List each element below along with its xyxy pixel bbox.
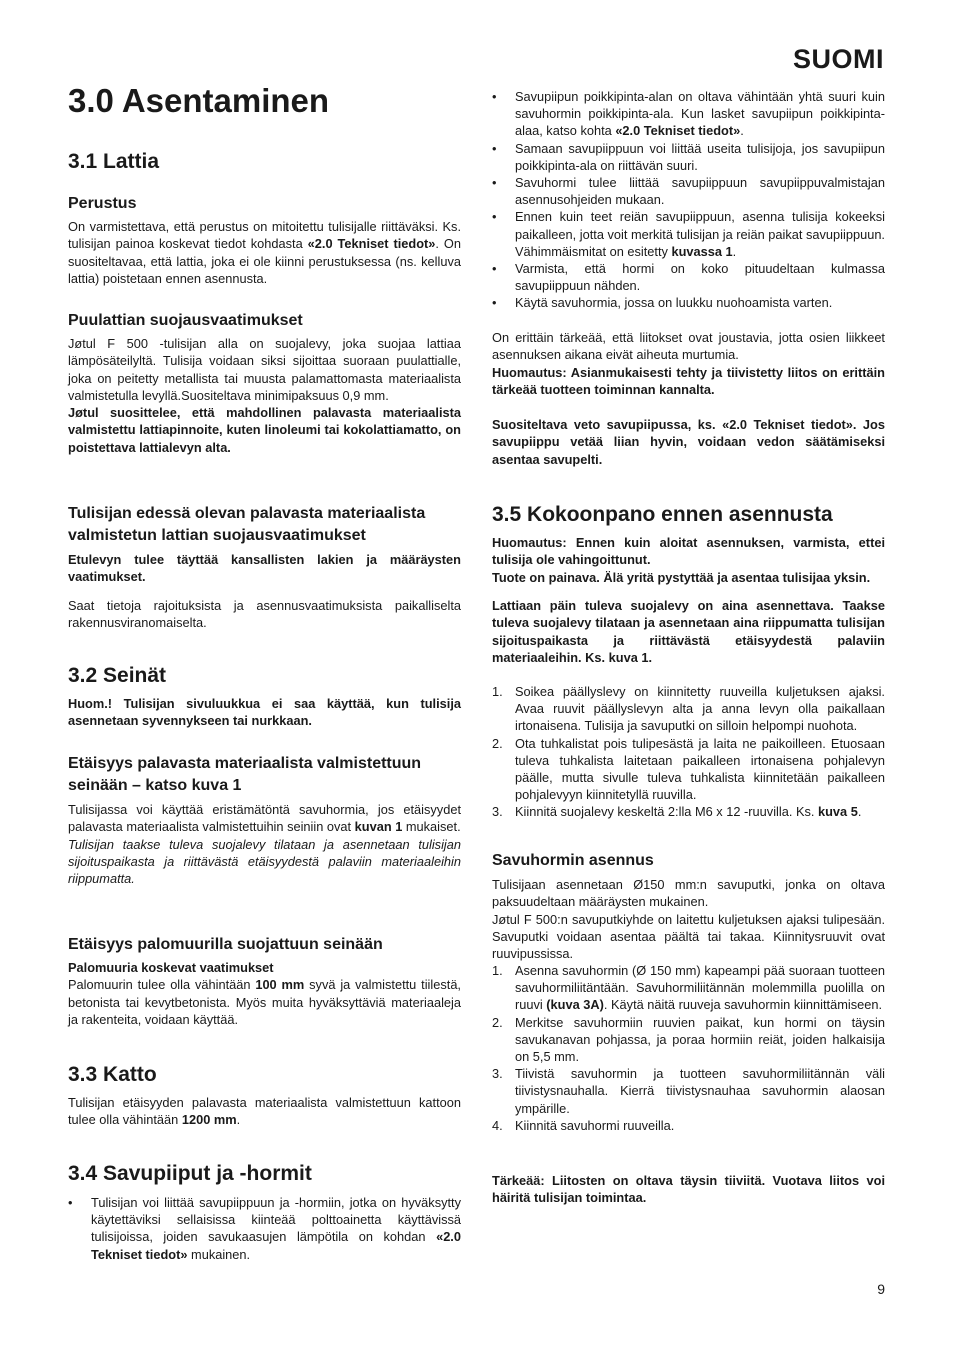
liitokset-text: On erittäin tärkeää, että liitokset ovat joustavia, jotta osien liikkeet asennuksen aikana eivät aiheuta murtumia. Huomautus: Asianmukaisesti tehty ja tiivistetty liitos on erittäin tärkeää tuotteen toiminnan kannalta. xyxy=(492,330,885,397)
viranomainen-text: Saat tietoja rajoituksista ja asennusvaatimuksista paikalliselta rakennusviranomaiselta. xyxy=(68,598,461,631)
section-3-5-title: 3.5 Kokoonpano ennen asennusta xyxy=(492,503,833,526)
page-number: 9 xyxy=(877,1281,885,1297)
language-label: SUOMI xyxy=(792,44,884,74)
list-item: 3. Kiinnitä suojalevy keskeltä 2:lla M6 x 12 -ruuvilla. Ks. kuva 5. xyxy=(492,804,862,820)
kokoonpano-note: Huomautus: Ennen kuin aloitat asennuksen, varmista, ettei tulisija ole vahingoittunut. Tuote on painava. Älä yritä pystyttää ja asentaa tulisijaa yksin. xyxy=(492,535,885,585)
list-item: • Savuhormi tulee liittää savupiippuun savupiippuvalmistajan asennusohjeiden mukaan. xyxy=(492,174,885,208)
list-item: • Varmista, että hormi on koko pituudeltaan kulmassa savupiippuun nähden. xyxy=(492,260,885,294)
list-item: • Savupiipun poikkipinta-alan on oltava vähintään yhtä suuri kuin savuhormin poikkipinta-ala. Kun lasket savupiipun poikkipinta-alaa, katso kohta «2.0 Tekniset tiedot». xyxy=(492,88,885,140)
list-item: • Tulisijan voi liittää savupiippuun ja -hormiin, jotka on hyväksytty käytettäviksi sellaisissa kiinteää polttoainetta käyttävissä tulisijoissa, joiden savukaasujen lämpötila on kohdan «2.0 Tekniset tiedot» mukainen. xyxy=(68,1194,461,1263)
list-item: 2. Merkitse savuhormiin ruuvien paikat, kun hormi on täysin savukanavan pohjassa, ja poraa hormiin reiät, joiden halkaisija on 5,5 mm. xyxy=(492,1014,885,1065)
list-item: • Käytä savuhormia, jossa on luukku nuohoamista varten. xyxy=(492,294,885,311)
savuhormi-steps xyxy=(492,962,885,1134)
section-3-2-title: 3.2 Seinät xyxy=(68,664,167,687)
list-item: 1. Asenna savuhormin (Ø 150 mm) kapeampi pää suoraan tuotteen savuhormiliitäntään. Savuhormiliitännän molemmilla puolilla on ruuvi (kuva 3A). Käytä näitä ruuveja savuhormin kiinnittämiseen. xyxy=(492,963,885,1013)
list-item: • Ennen kuin teet reiän savupiippuun, asenna tulisija kokeeksi paikalleen, jotta voit merkitä tulisijan ja reiän paikat savupiippuun. Vähimmäismitat on esitetty kuvassa 1. xyxy=(492,208,885,260)
list-item: • Samaan savupiippuun voi liittää useita tulisijoja, jos savupiipun poikkipinta-ala on riittävän suuri. xyxy=(492,140,885,174)
seinat-note: Huom.! Tulisijan sivuluukkua ei saa käyttää, kun tulisija asennetaan syvennykseen tai nurkkaan. xyxy=(68,696,461,729)
veto-text: Suositeltava veto savupiipussa, ks. «2.0 Tekniset tiedot». Jos savupiippu vetää liian hyvin, voidaan vedon säätämiseksi asentaa savupelti. xyxy=(492,417,885,467)
section-3-1-title: 3.1 Lattia xyxy=(68,150,160,173)
page-title: 3.0 Asentaminen xyxy=(68,82,330,119)
etulevy-requirement: Etulevyn tulee täyttää kansallisten lakien ja määräysten vaatimukset. xyxy=(68,552,461,585)
savuhormi-text: Tulisijaan asennetaan Ø150 mm:n savuputki, jonka on oltava paksuudeltaan määräysten mukainen. Jøtul F 500:n savuputkiyhde on laitettu kuljetuksen ajaksi tulipesään. Savuputki voidaan asentaa päältä tai takaa. Kiinnitysruuvit ovat ruuvipussissa. xyxy=(492,877,885,962)
list-item: 1. Soikea päällyslevy on kiinnitetty ruuveilla kuljetuksen ajaksi. Avaa ruuvit päällyslevyn alta ja anna levyn olla paikallaan irtonaisena. Tulisija ja savuputki on silloin helpompi nuohota. xyxy=(492,684,885,734)
section-3-3-title: 3.3 Katto xyxy=(68,1063,157,1086)
savupiiput-list-continued xyxy=(492,88,885,312)
perustus-text: On varmistettava, että perustus on mitoitettu tulisijalle riittäväksi. Ks. tulisijan painoa koskevat tiedot kohdasta «2.0 Tekniset tiedot». On suositeltavaa, että lattia, joka ei ole kiinni perustuksessa (ns. kelluva lattia) poistetaan ennen asennusta. xyxy=(68,219,461,286)
etaisyys-heading: Etäisyys palavasta materiaalista valmistettuun seinään – katso kuva 1 xyxy=(68,755,422,794)
palomuuri-text: Palomuuria koskevat vaatimukset Palomuurin tulee olla vähintään 100 mm syvä ja valmistettu tiilestä, betonista tai kevytbetonista. Myös muita hyväksyttäviä materiaaleja ja rakenteita, voidaan käyttää. xyxy=(68,960,461,1027)
kokoonpano-steps xyxy=(492,683,885,821)
list-item: 3. Tiivistä savuhormin ja tuotteen savuhormiliitännän väli tiivistysnauhalla. Kierrä tiivistysnauhaa savuhormin alaosan ympärille. xyxy=(492,1066,885,1116)
etaisyys-text: Tulisijassa voi käyttää eristämätöntä savuhormia, jos etäisyydet palavasta materiaalista valmistettuihin seiniin ovat kuvan 1 mukaiset. Tulisijan taakse tuleva suojalevy tilataan ja asennetaan tulisijan sijoituspaikasta ja riittävästä etäisyydestä palaviin materiaaleihin riippumatta. xyxy=(68,802,461,887)
tarkeaa-note: Tärkeää: Liitosten on oltava täysin tiiviitä. Vuotava liitos voi häiritä tulisijan toimintaa. xyxy=(492,1173,885,1206)
savuhormi-heading: Savuhormin asennus xyxy=(492,852,654,869)
palomuuri-heading: Etäisyys palomuurilla suojattuun seinään xyxy=(68,936,383,953)
katto-text: Tulisijan etäisyyden palavasta materiaalista valmistettuun kattoon tulee olla vähintään 1200 mm. xyxy=(68,1095,461,1128)
puulattia-heading: Puulattian suojausvaatimukset xyxy=(68,312,303,329)
savupiiput-list-start xyxy=(68,1194,461,1263)
edessa-heading: Tulisijan edessä olevan palavasta materiaalista valmistetun lattian suojausvaatimukset xyxy=(68,505,426,544)
suojalevy-note: Lattiaan päin tuleva suojalevy on aina asennettava. Taakse tuleva suojalevy tilataan ja asennetaan aina riippumatta tulisijan sijoituspaikasta ja riittävästä etäisyydestä palaviin materiaaleihin. Ks. kuva 1. xyxy=(492,598,885,665)
perustus-heading: Perustus xyxy=(68,195,137,212)
list-item: 2. Ota tuhkalistat pois tulipesästä ja laita ne paikoilleen. Etuosaan tuleva tuhkalista laitetaan paikalleen irtonaisena pohjalevyn päälle, mutta sivulle tuleva tuhkalista kiinnitetään paikalleen pohjalevyyn kiinnitetyllä ruuvilla. xyxy=(492,735,885,803)
puulattia-text: Jøtul F 500 -tulisijan alla on suojalevy, joka suojaa lattiaa lämpösäteilyltä. Tulisija voidaan siksi sijoittaa suoraan puulattialle, joka on peitetty metallista tai muusta palamattomasta materiaalista valmistetulla levyllä.Suositeltava minimipaksuus 0,9 mm. Jøtul suosittelee, että mahdollinen palavasta materiaalista valmistettu lattiapinnoite, kuten linoleumi tai kokolattiamatto, on poistettava lattialevyn alta. xyxy=(68,336,461,455)
section-3-4-title: 3.4 Savupiiput ja -hormit xyxy=(68,1162,312,1185)
list-item: 4. Kiinnitä savuhormi ruuveilla. xyxy=(492,1117,675,1133)
